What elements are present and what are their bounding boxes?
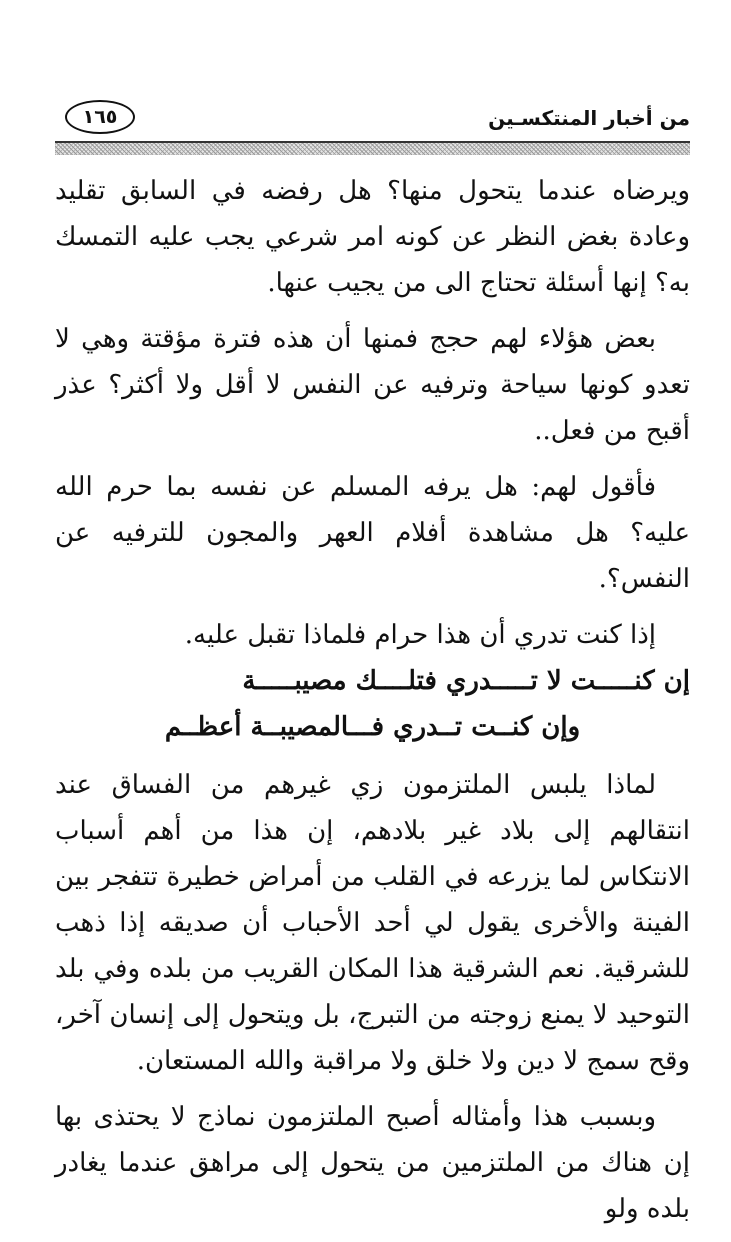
paragraph-2: بعض هؤلاء لهم حجج فمنها أن هذه فترة مؤقتة وهي لا تعدو كونها سياحة وترفيه عن النفس لا أقل ولا أكثر؟ عذر أقبح من فعل..	[55, 324, 690, 446]
paragraph-3: فأقول لهم: هل يرفه المسلم عن نفسه بما حرم الله عليه؟ هل مشاهدة أفلام العهر والمجون للترفيه عن النفس؟.	[55, 472, 690, 594]
page-number: ١٦٥	[65, 100, 135, 134]
page-body	[55, 168, 690, 1242]
paragraph-4: إذا كنت تدري أن هذا حرام فلماذا تقبل عليه.	[184, 620, 656, 650]
header-rule	[55, 141, 690, 155]
paragraph-1: ويرضاه عندما يتحول منها؟ هل رفضه في السابق تقليد وعادة بغض النظر عن كونه امر شرعي يجب عليه التمسك به؟ إنها أسئلة تحتاج الى من يجيب عنها.	[55, 176, 690, 298]
poem-line-2: وإن كنــت تــدري فـــالمصيبــة أعظــم	[164, 712, 581, 742]
paragraph-6: وبسبب هذا وأمثاله أصبح الملتزمون نماذج لا يحتذى بها إن هناك من الملتزمين من يتحول إلى مراهق عندما يغادر بلده ولو	[55, 1102, 690, 1224]
poem-line-1: إن كنـــــت لا تـــــدري فتلــــك مصيبـــــة	[242, 666, 690, 696]
running-title: من أخبار المنتكسـين	[488, 106, 690, 130]
paragraph-5: لماذا يلبس الملتزمون زي غيرهم من الفساق عند انتقالهم إلى بلاد غير بلادهم، إن هذا من أهم أسباب الانتكاس لما يزرعه في القلب من أمراض خطيرة تتفجر بين الفينة والأخرى يقول لي أحد الأحباب أن صديقه إذا ذهب للشرقية. نعم الشرقية هذا المكان القريب من بلده وفي بلد التوحيد لا يمنع زوجته من التبرج، بل ويتحول إلى إنسان آخر، وقح سمج لا دين ولا خلق ولا مراقبة والله المستعان.	[55, 770, 690, 1076]
page-header	[55, 100, 690, 140]
